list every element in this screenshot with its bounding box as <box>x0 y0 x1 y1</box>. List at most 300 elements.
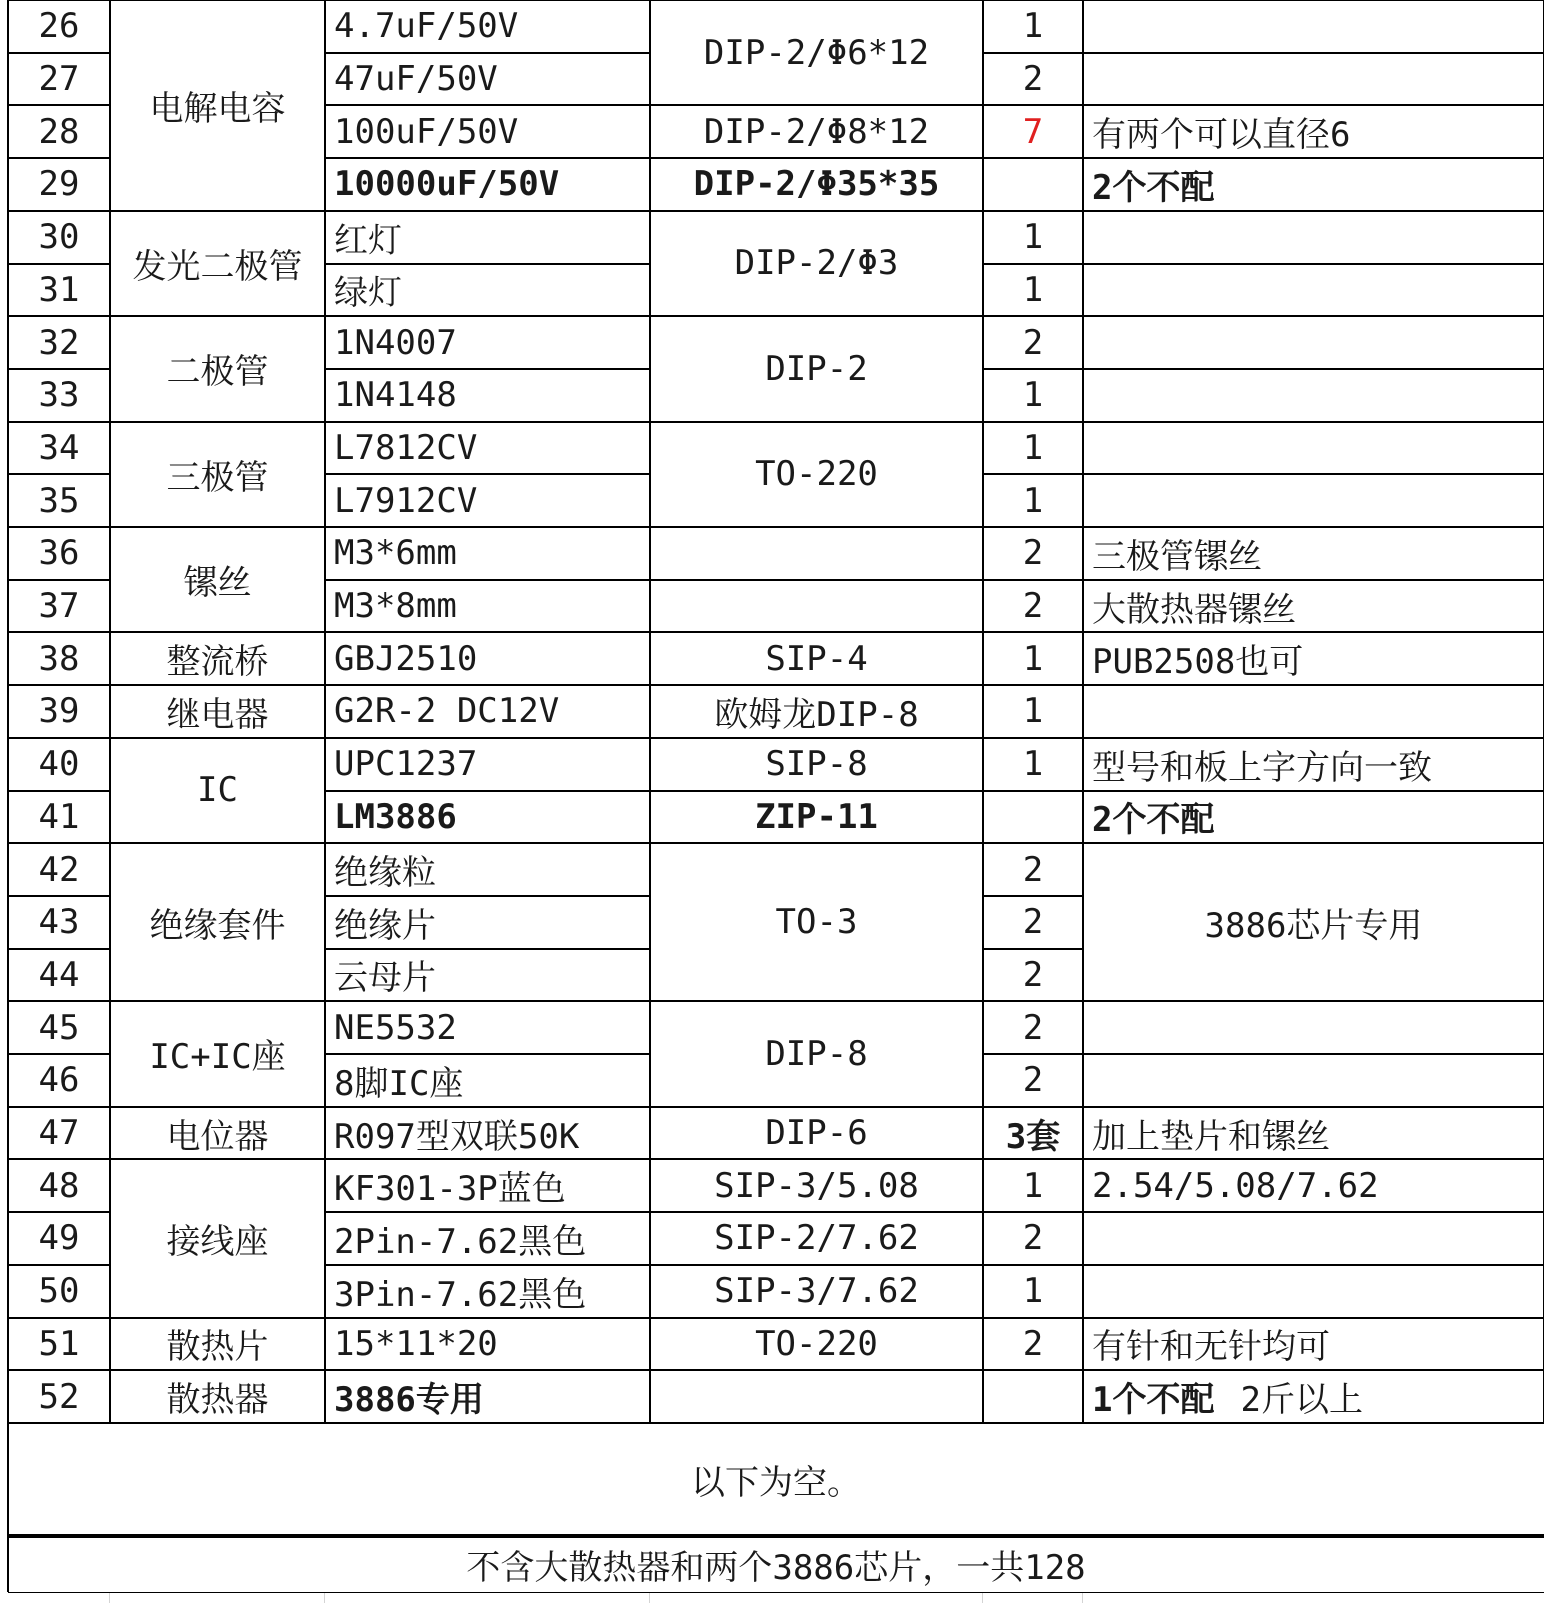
row-number[interactable] <box>8 896 110 949</box>
note-cell-text: 有针和无针均可 <box>1092 1327 1330 1368</box>
qty-cell[interactable] <box>983 791 1083 844</box>
border-line <box>110 526 325 528</box>
row-number-text: 31 <box>38 269 80 310</box>
border-line <box>1083 210 1544 212</box>
row-number[interactable] <box>8 1054 110 1107</box>
border-line <box>325 1106 650 1108</box>
category-cell[interactable] <box>110 211 325 316</box>
category-cell[interactable] <box>110 1107 325 1160</box>
package-cell[interactable] <box>650 527 983 580</box>
qty-cell[interactable] <box>983 1265 1083 1318</box>
package-cell[interactable] <box>650 1212 983 1265</box>
model-cell-text: M3*6mm <box>334 533 457 574</box>
note-cell[interactable] <box>1083 1159 1544 1212</box>
border-line <box>650 1264 983 1266</box>
row-number[interactable] <box>8 791 110 844</box>
model-cell-text: 云母片 <box>334 958 436 999</box>
row-number-text: 52 <box>38 1376 80 1417</box>
border-line <box>983 579 1083 581</box>
row-number-text: 36 <box>38 533 80 574</box>
border-line <box>109 0 111 1423</box>
border-line <box>8 210 110 212</box>
category-cell[interactable] <box>110 1159 325 1317</box>
qty-cell[interactable] <box>983 211 1083 264</box>
row-number[interactable] <box>8 632 110 685</box>
row-number-text: 26 <box>38 6 80 47</box>
model-cell[interactable] <box>325 53 650 106</box>
qty-cell[interactable] <box>983 632 1083 685</box>
package-cell[interactable] <box>650 580 983 633</box>
qty-cell[interactable] <box>983 580 1083 633</box>
package-cell[interactable] <box>650 105 983 158</box>
note-cell[interactable] <box>1083 264 1544 317</box>
qty-cell[interactable] <box>983 685 1083 738</box>
row-number[interactable] <box>8 369 110 422</box>
package-cell[interactable] <box>650 422 983 527</box>
model-cell[interactable] <box>325 632 650 685</box>
category-cell-text: 二极管 <box>166 352 269 393</box>
border-line <box>8 1211 110 1213</box>
border-line <box>110 842 325 844</box>
end-marker[interactable] <box>8 1423 1544 1536</box>
note-cell[interactable] <box>1083 369 1544 422</box>
row-number-text: 33 <box>38 375 80 416</box>
border-line <box>650 1000 983 1002</box>
row-number[interactable] <box>8 53 110 106</box>
border-line <box>325 948 650 950</box>
border-line <box>1083 263 1544 265</box>
border-line <box>1083 1317 1544 1319</box>
border-line <box>8 737 110 739</box>
border-line <box>8 157 110 159</box>
package-cell[interactable] <box>650 791 983 844</box>
border-line <box>983 263 1083 265</box>
border-line <box>650 790 983 792</box>
model-cell[interactable] <box>325 1370 650 1423</box>
qty-cell[interactable] <box>983 105 1083 158</box>
category-cell-text: 整流桥 <box>166 642 269 683</box>
package-cell[interactable] <box>650 1265 983 1318</box>
border-line <box>110 1422 325 1424</box>
note-cell[interactable] <box>1083 105 1544 158</box>
border-line <box>650 842 983 844</box>
model-cell-text: R097型双联50K <box>334 1116 580 1157</box>
qty-cell-text: 2 <box>1022 1060 1044 1101</box>
border-line <box>1083 684 1544 686</box>
border-line <box>1083 473 1544 475</box>
package-cell-text: DIP-2 <box>765 348 868 389</box>
border-line <box>1083 526 1544 528</box>
row-number[interactable] <box>8 738 110 791</box>
row-number-text: 45 <box>38 1007 80 1048</box>
category-cell-text: IC+IC座 <box>149 1037 286 1078</box>
border-line <box>983 1000 1083 1002</box>
qty-cell[interactable] <box>983 316 1083 369</box>
qty-cell[interactable] <box>983 422 1083 475</box>
border-line <box>650 421 983 423</box>
model-cell-text: 绝缘粒 <box>334 853 436 894</box>
package-cell[interactable] <box>650 1107 983 1160</box>
qty-cell-text: 1 <box>1022 480 1044 521</box>
row-number-text: 29 <box>38 164 80 205</box>
border-line <box>325 737 650 739</box>
footer-summary-text: 不含大散热器和两个3886芯片，一共128 <box>466 1547 1086 1588</box>
category-cell[interactable] <box>110 527 325 632</box>
model-cell[interactable] <box>325 738 650 791</box>
border-line <box>983 1106 1083 1108</box>
note-cell-text: 有两个可以直径6 <box>1092 115 1351 156</box>
border-line <box>1083 157 1544 159</box>
row-number[interactable] <box>8 211 110 264</box>
border-line <box>1082 0 1084 1423</box>
row-number-text: 42 <box>38 849 80 890</box>
qty-cell[interactable] <box>983 1001 1083 1054</box>
model-cell[interactable] <box>325 474 650 527</box>
border-line <box>1083 579 1544 581</box>
model-cell[interactable] <box>325 422 650 475</box>
border-line <box>983 157 1083 159</box>
model-cell[interactable] <box>325 1318 650 1371</box>
model-cell[interactable] <box>325 896 650 949</box>
category-cell[interactable] <box>110 843 325 1001</box>
package-cell[interactable] <box>650 685 983 738</box>
qty-cell[interactable] <box>983 474 1083 527</box>
package-cell[interactable] <box>650 738 983 791</box>
row-number-text: 35 <box>38 480 80 521</box>
model-cell[interactable] <box>325 105 650 158</box>
border-line <box>1083 737 1544 739</box>
row-number-text: 51 <box>38 1323 80 1364</box>
border-line <box>325 895 650 897</box>
border-line <box>8 631 110 633</box>
note-cell[interactable] <box>1083 158 1544 211</box>
row-number-text: 48 <box>38 1165 80 1206</box>
border-line <box>983 210 1083 212</box>
category-cell[interactable] <box>110 685 325 738</box>
package-cell[interactable] <box>650 1001 983 1106</box>
row-number-text: 39 <box>38 691 80 732</box>
package-cell[interactable] <box>650 1318 983 1371</box>
border-line <box>8 895 110 897</box>
border-line <box>110 1000 325 1002</box>
border-line <box>8 1534 1544 1538</box>
package-cell-text: SIP-3/5.08 <box>714 1165 919 1206</box>
model-cell[interactable] <box>325 1212 650 1265</box>
border-line <box>983 737 1083 739</box>
model-cell[interactable] <box>325 1107 650 1160</box>
row-number-text: 32 <box>38 322 80 363</box>
note-cell[interactable] <box>1083 53 1544 106</box>
border-line <box>983 315 1083 317</box>
row-number[interactable] <box>8 422 110 475</box>
model-cell[interactable] <box>325 211 650 264</box>
border-line <box>1083 1053 1544 1055</box>
qty-cell[interactable] <box>983 1159 1083 1212</box>
note-cell[interactable] <box>1083 0 1544 53</box>
package-cell-text: DIP-6 <box>765 1113 868 1154</box>
model-cell[interactable] <box>325 0 650 53</box>
note-cell-text: 型号和板上字方向一致 <box>1092 747 1432 788</box>
qty-cell-text: 2 <box>1022 1218 1044 1259</box>
model-cell[interactable] <box>325 527 650 580</box>
row-number-text: 37 <box>38 586 80 627</box>
note-cell[interactable] <box>1083 422 1544 475</box>
row-number[interactable] <box>8 1318 110 1371</box>
category-cell[interactable] <box>110 1370 325 1423</box>
package-cell[interactable] <box>650 1159 983 1212</box>
qty-cell[interactable] <box>983 1370 1083 1423</box>
package-cell[interactable] <box>650 211 983 316</box>
border-line <box>650 1211 983 1213</box>
qty-cell[interactable] <box>983 738 1083 791</box>
package-cell[interactable] <box>650 843 983 1001</box>
model-cell[interactable] <box>325 685 650 738</box>
note-extra-text: 2斤以上 <box>1240 1380 1363 1421</box>
category-cell-text: 绝缘套件 <box>149 905 286 946</box>
qty-cell[interactable] <box>983 527 1083 580</box>
model-cell-text: 3Pin-7.62黑色 <box>334 1274 587 1315</box>
row-number[interactable] <box>8 685 110 738</box>
qty-cell[interactable] <box>983 0 1083 53</box>
package-cell[interactable] <box>650 632 983 685</box>
border-line <box>649 0 651 1423</box>
border-line <box>8 263 110 265</box>
model-cell[interactable] <box>325 1265 650 1318</box>
qty-cell-text: 7 <box>1022 111 1044 152</box>
row-number[interactable] <box>8 580 110 633</box>
row-number[interactable] <box>8 1212 110 1265</box>
border-line <box>8 948 110 950</box>
qty-cell[interactable] <box>983 1318 1083 1371</box>
note-cell[interactable] <box>1083 1370 1544 1423</box>
border-line <box>325 1158 650 1160</box>
category-cell-text: 三极管 <box>166 457 269 498</box>
border-line <box>983 526 1083 528</box>
model-cell[interactable] <box>325 791 650 844</box>
border-line <box>325 526 650 528</box>
qty-cell[interactable] <box>983 369 1083 422</box>
row-number[interactable] <box>8 105 110 158</box>
model-cell[interactable] <box>325 369 650 422</box>
border-line <box>110 1158 325 1160</box>
category-cell-text: 散热片 <box>166 1327 269 1368</box>
row-number[interactable] <box>8 1370 110 1423</box>
model-cell-text: GBJ2510 <box>334 638 478 679</box>
row-number[interactable] <box>8 158 110 211</box>
note-cell[interactable] <box>1083 632 1544 685</box>
category-cell[interactable] <box>110 0 325 211</box>
border-line <box>110 421 325 423</box>
border-line <box>8 1369 110 1371</box>
model-cell-text: 10000uF/50V <box>334 164 560 205</box>
row-number[interactable] <box>8 264 110 317</box>
border-line <box>1083 421 1544 423</box>
model-cell-text: NE5532 <box>334 1007 457 1048</box>
border-line <box>1083 1369 1544 1371</box>
package-cell-text: DIP-2/Φ35*35 <box>693 164 940 205</box>
qty-cell-text: 1 <box>1022 1165 1044 1206</box>
border-line <box>8 1592 1544 1593</box>
package-cell[interactable] <box>650 316 983 421</box>
package-cell-text: 欧姆龙DIP-8 <box>714 694 919 735</box>
border-line <box>983 52 1083 54</box>
border-line <box>325 631 650 633</box>
row-number[interactable] <box>8 0 110 53</box>
qty-cell[interactable] <box>983 1054 1083 1107</box>
model-cell[interactable] <box>325 264 650 317</box>
border-line <box>325 1369 650 1371</box>
model-cell[interactable] <box>325 843 650 896</box>
note-cell[interactable] <box>1083 1212 1544 1265</box>
model-cell-text: 2Pin-7.62黑色 <box>334 1221 587 1262</box>
border-line <box>1083 104 1544 106</box>
package-cell[interactable] <box>650 0 983 105</box>
note-cell[interactable] <box>1083 1054 1544 1107</box>
border-line <box>650 579 983 581</box>
border-line <box>8 315 110 317</box>
border-line <box>110 631 325 633</box>
note-cell-text: 2个不配 <box>1092 800 1215 841</box>
package-cell-text: SIP-4 <box>765 638 868 679</box>
package-cell[interactable] <box>650 1370 983 1423</box>
qty-cell-text: 2 <box>1022 59 1044 100</box>
footer-summary[interactable] <box>8 1536 1544 1592</box>
note-cell[interactable] <box>1083 1107 1544 1160</box>
qty-cell[interactable] <box>983 1212 1083 1265</box>
border-line <box>8 104 110 106</box>
note-cell[interactable] <box>1083 1001 1544 1054</box>
border-line <box>1083 315 1544 317</box>
note-cell[interactable] <box>1083 1318 1544 1371</box>
note-cell[interactable] <box>1083 738 1544 791</box>
qty-cell[interactable] <box>983 843 1083 896</box>
qty-cell-text: 1 <box>1022 375 1044 416</box>
category-cell-text: 电解电容 <box>149 88 286 129</box>
row-number[interactable] <box>8 1001 110 1054</box>
note-cell[interactable] <box>1083 527 1544 580</box>
category-cell[interactable] <box>110 1318 325 1371</box>
note-cell-text: 2.54/5.08/7.62 <box>1092 1165 1379 1206</box>
row-number[interactable] <box>8 316 110 369</box>
package-cell[interactable] <box>650 158 983 211</box>
note-cell[interactable] <box>1083 685 1544 738</box>
border-line <box>983 1053 1083 1055</box>
qty-cell-text: 2 <box>1022 533 1044 574</box>
category-cell-text: 接线座 <box>166 1221 269 1262</box>
note-cell[interactable] <box>1083 316 1544 369</box>
border-line <box>8 1158 110 1160</box>
model-cell[interactable] <box>325 158 650 211</box>
border-line <box>110 684 325 686</box>
model-cell-text: 绝缘片 <box>334 905 436 946</box>
qty-cell-text: 1 <box>1022 691 1044 732</box>
border-line <box>650 1106 983 1108</box>
border-line <box>8 1000 110 1002</box>
package-cell-text: DIP-8 <box>765 1033 868 1074</box>
category-cell[interactable] <box>110 738 325 843</box>
note-cell[interactable] <box>1083 580 1544 633</box>
qty-cell[interactable] <box>983 1107 1083 1160</box>
border-line <box>325 842 650 844</box>
category-cell[interactable] <box>110 632 325 685</box>
border-line <box>325 210 650 212</box>
border-line <box>8 1317 110 1319</box>
border-line <box>983 1158 1083 1160</box>
row-number[interactable] <box>8 1265 110 1318</box>
note-cell[interactable] <box>1083 1265 1544 1318</box>
border-line <box>1083 0 1544 1</box>
row-number[interactable] <box>8 1107 110 1160</box>
model-cell-text: 8脚IC座 <box>334 1063 464 1104</box>
border-line <box>650 684 983 686</box>
end-marker-text: 以下为空。 <box>691 1462 861 1503</box>
row-number[interactable] <box>8 527 110 580</box>
category-cell[interactable] <box>110 422 325 527</box>
model-cell[interactable] <box>325 316 650 369</box>
note-cell[interactable] <box>1083 843 1544 1001</box>
qty-cell[interactable] <box>983 949 1083 1002</box>
border-line <box>8 1053 110 1055</box>
package-cell-text: SIP-2/7.62 <box>714 1218 919 1259</box>
row-number[interactable] <box>8 843 110 896</box>
category-cell-text: 散热器 <box>166 1380 269 1421</box>
border-line <box>8 0 110 1</box>
border-line <box>110 737 325 739</box>
border-line <box>983 104 1083 106</box>
border-line <box>7 0 9 1423</box>
border-line <box>983 421 1083 423</box>
row-number[interactable] <box>8 1159 110 1212</box>
note-cell[interactable] <box>1083 211 1544 264</box>
qty-cell-text: 2 <box>1022 1007 1044 1048</box>
border-line <box>8 421 110 423</box>
qty-cell[interactable] <box>983 53 1083 106</box>
border-line <box>8 368 110 370</box>
border-line <box>650 1369 983 1371</box>
category-cell[interactable] <box>110 316 325 421</box>
model-cell[interactable] <box>325 1159 650 1212</box>
note-cell[interactable] <box>1083 474 1544 527</box>
model-cell[interactable] <box>325 580 650 633</box>
model-cell-text: L7812CV <box>334 427 478 468</box>
category-cell[interactable] <box>110 1001 325 1106</box>
note-cell[interactable] <box>1083 791 1544 844</box>
category-cell-text: 电位器 <box>166 1116 269 1157</box>
package-cell-text: TO-220 <box>755 1323 878 1364</box>
model-cell[interactable] <box>325 1001 650 1054</box>
border-line <box>1083 842 1544 844</box>
row-number[interactable] <box>8 949 110 1002</box>
qty-cell[interactable] <box>983 158 1083 211</box>
qty-cell[interactable] <box>983 896 1083 949</box>
border-line <box>325 579 650 581</box>
border-line <box>983 1264 1083 1266</box>
border-line <box>325 52 650 54</box>
qty-cell-text: 2 <box>1022 586 1044 627</box>
qty-cell[interactable] <box>983 264 1083 317</box>
border-line <box>325 157 650 159</box>
border-line <box>650 1422 983 1424</box>
qty-cell-text: 2 <box>1022 322 1044 363</box>
border-line <box>325 421 650 423</box>
border-line <box>8 684 110 686</box>
model-cell[interactable] <box>325 949 650 1002</box>
model-cell[interactable] <box>325 1054 650 1107</box>
row-number[interactable] <box>8 474 110 527</box>
model-cell-text: 4.7uF/50V <box>334 6 519 47</box>
border-line <box>1083 631 1544 633</box>
note-cell-text: 3886芯片专用 <box>1204 905 1423 946</box>
